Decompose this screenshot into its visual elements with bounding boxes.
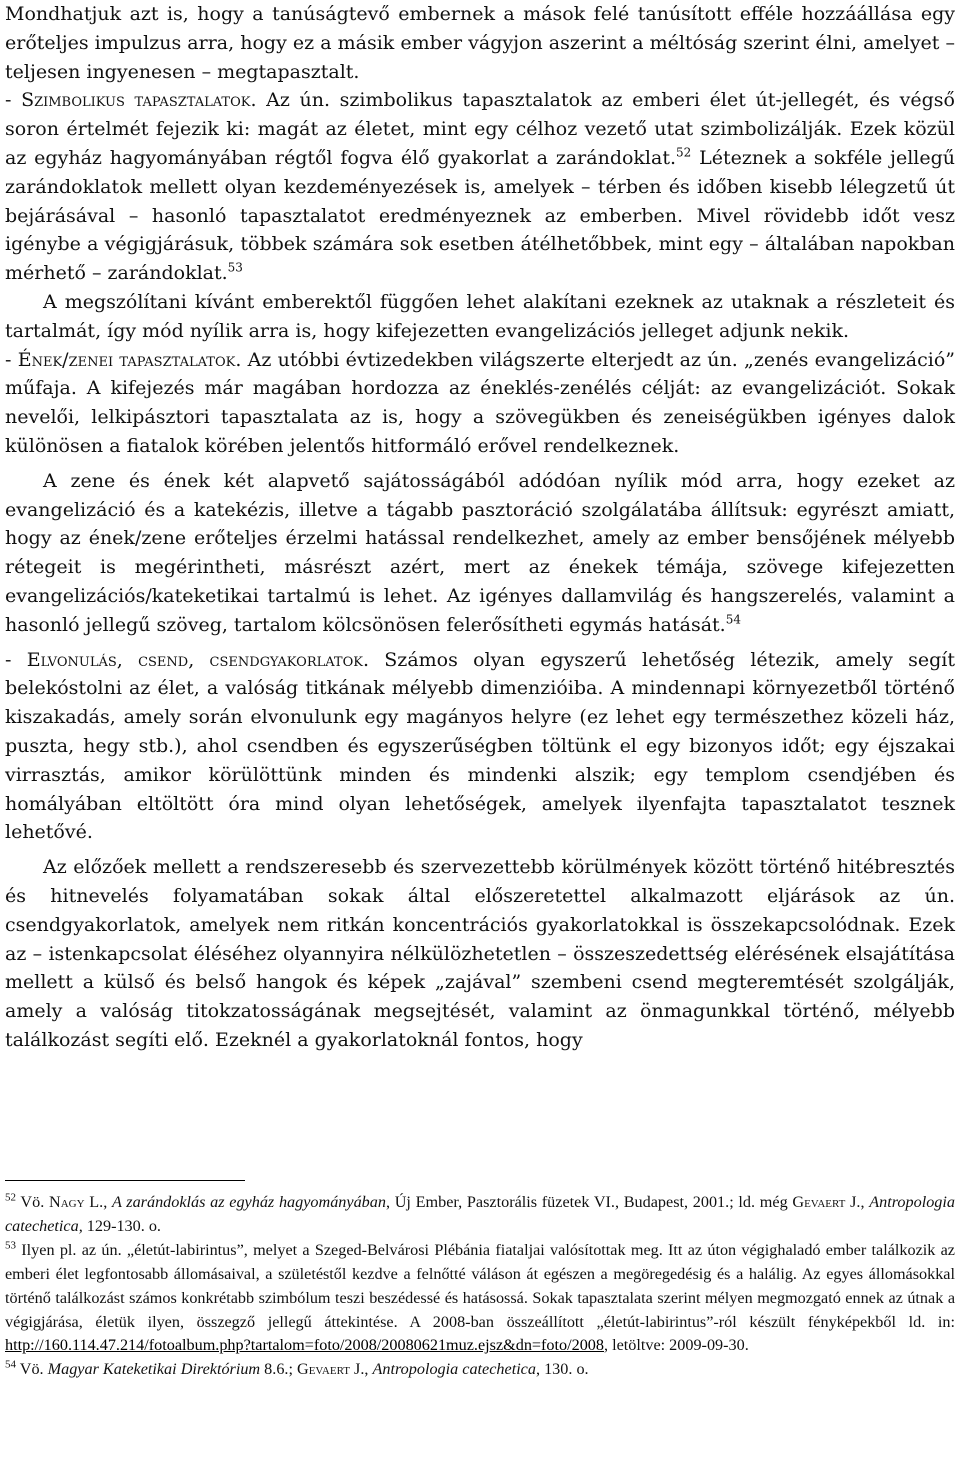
footnote-number: 54 xyxy=(5,1358,16,1371)
paragraph-2 xyxy=(5,86,955,288)
paragraph-1-text: Mondhatjuk azt is, hogy a tanúságtevő embernek a mások felé tanúsított efféle hozzáállása egy erőteljes impulzus arra, hogy ez a másik ember vágyjon aszerint a méltóság szerint élni, amelyet – teljesen ingyenesen – megtapasztalt. xyxy=(5,3,955,83)
footnote-title: Antropologia catechetica xyxy=(372,1360,536,1379)
footnote-53 xyxy=(5,1239,955,1359)
footnote-title: A zarándoklás az egyház hagyományában xyxy=(111,1193,386,1211)
footnotes xyxy=(5,1191,955,1382)
paragraph-5 xyxy=(5,467,955,640)
footnote-ref-52[interactable]: 52 xyxy=(676,145,692,160)
footnote-text: , 130. o. xyxy=(535,1360,589,1379)
footnote-number: 52 xyxy=(5,1191,16,1204)
photo-album-link[interactable]: http://160.114.47.214/fotoalbum.php?tartalom=foto/2008/20080621muz.ejsz&dn=foto/2008 xyxy=(5,1336,604,1355)
paragraph-6-text: . Számos olyan egyszerű lehetőség létezik, amely segít belekóstolni az élet, a valóság titkának mélyebb dimenzióiba. A mindennapi környezetből történő kiszakadás, amely során elvonulunk egy magányos helyre (ez lehet egy természethez közeli ház, puszta, hegy stb.), ahol csendben és egyszerűségben töltünk el egy bizonyos időt; egy éjszakai virrasztás, amikor körülöttünk minden és mindenki alszik; egy templom csendjében és homályában eltöltött óra mind olyan lehetőségek, amelyek ilyenfajta tapasztalatot tesznek lehetővé. xyxy=(5,648,956,844)
footnote-title: Magyar Kateketikai Direktórium xyxy=(47,1360,261,1379)
footnote-54 xyxy=(5,1358,955,1382)
paragraph-3-text: A megszólítani kívánt emberektől függően lehet alakítani ezeknek az utaknak a részleteit és tartalmát, így mód nyílik arra is, hogy kifejezetten evangelizációs jelleget adjunk nekik. xyxy=(5,290,955,342)
section-heading-szimbolikus: Szimbolikus tapasztalatok xyxy=(21,89,251,112)
list-dash: - xyxy=(5,348,18,371)
paragraph-2-text-a: . Az ún. szimbolikus tapasztalatok az emberi élet út-jellegét, és végső soron értelmét fejezik ki: magát az életet, mint egy célhoz vezető utat szimbolizálják. Ezek közül az egyház hagyományában régtől fogva élő gyakorlat a zarándoklat. xyxy=(5,89,955,169)
section-heading-elvonulas: Elvonulás, csend, csendgyakorlatok xyxy=(26,648,363,671)
footnote-text: Ilyen pl. az ún. „életút-labirintus”, melyet a Szeged-Belvárosi Plébánia fiataljai valósítottak meg. Itt az úton végighaladó ember találkozik az emberi élet legfontosabb állomásaival, a születéstől kezdve a felnőtté váláson át egészen a megöregedésig és a halálig. Az egyes állomásokkal történő találkozást számos konkrétabb szimbólum teszi beszédessé és hatásossá. Sokak tapasztalata szerint mélyen megmozgató ennek az útnak a végigjárása, életük ilyen, összegző jellegű áttekintése. A 2008-ban összeállított „életút-labirintus”-ról készült fényképekből ld. in: xyxy=(5,1240,955,1331)
footnote-separator xyxy=(5,1180,245,1181)
footnote-author: Gevaert J. xyxy=(792,1193,861,1211)
footnote-text: Vö. xyxy=(16,1360,48,1379)
paragraph-3 xyxy=(5,288,955,346)
paragraph-7-text: Az előzőek mellett a rendszeresebb és szervezettebb körülmények között történő hitébresztés és hitnevelés folyamatában sokak által előszeretettel alkalmazott eljárások az ún. csendgyakorlatok, amelyek nem ritkán koncentrációs gyakorlatokkal is összekapcsolódnak. Ezek az – istenkapcsolat éléséhez olyannyira nélkülözhetetlen – összeszedettség elérésének elsajátítása mellett a külső és belső hangok és képek „zajával” szembeni csend megteremtését szolgálják, amely a valóság titokzatosságának megsejtését, valamint az önmagunkkal történő, mélyebb találkozást segíti elő. Ezeknél a gyakorlatoknál fontos, hogy xyxy=(5,856,955,1051)
footnote-text: , Új Ember, Pasztorális füzetek VI., Budapest, 2001.; ld. még xyxy=(385,1193,793,1211)
paragraph-2-text-b: Léteznek a sokféle jellegű zarándoklatok mellett olyan kezdeményezések is, amelyek – térben és időben kisebb lélegzetű út bejárásával – hasonló tapasztalatot eredményeznek az emberben. Mivel rövidebb időt vesz igénybe a végigjárásuk, többek számára sok esetben átélhetőbbek, mint egy – általában napokban mérhető – zarándoklat. xyxy=(5,146,955,285)
list-dash: - xyxy=(5,89,22,112)
section-heading-enek-zene: Ének/zenei tapasztalatok xyxy=(17,348,236,371)
footnote-title: Antropologia catechetica, xyxy=(5,1193,955,1235)
footnote-author: Nagy L. xyxy=(49,1193,104,1211)
paragraph-7 xyxy=(5,853,955,1055)
footnote-ref-54[interactable]: 54 xyxy=(725,612,741,627)
footnote-text: 8.6.; xyxy=(260,1360,297,1379)
footnote-text: , letöltve: 2009-09-30. xyxy=(604,1336,749,1355)
footnote-text: 129-130. o. xyxy=(82,1216,161,1235)
footnote-text: Vö. xyxy=(16,1193,49,1211)
footnote-text: , xyxy=(860,1193,870,1211)
paragraph-1 xyxy=(5,0,955,86)
paragraph-4 xyxy=(5,346,955,461)
list-dash: - xyxy=(5,648,27,671)
footnote-text: , xyxy=(364,1360,373,1379)
paragraph-4-text: . Az utóbbi évtizedekben világszerte elterjedt az ún. „zenés evangelizáció” műfaja. A kifejezés már magában hordozza az éneklés-zenélés célját: az evangelizációt. Sokak nevelői, lelkipásztori tapasztalata az is, hogy a szövegükben és zeneiségükben igényes dalok különösen a fiatalok körében jelentős hitformáló erővel rendelkeznek. xyxy=(5,348,955,457)
paragraph-6 xyxy=(5,646,955,848)
footnote-number: 53 xyxy=(5,1239,16,1252)
footnote-ref-53[interactable]: 53 xyxy=(227,260,243,275)
main-text xyxy=(5,0,955,1055)
document-page xyxy=(5,0,955,1055)
paragraph-5-text: A zene és ének két alapvető sajátosságából adódóan nyílik mód arra, hogy ezeket az evangelizáció és a katekézis, illetve a tágabb pasztoráció szolgálatába állítsuk: egyrészt amiatt, hogy az ének/zene erőteljes érzelmi hatással rendelkezhet, amely az ember bensőjének mélyebb rétegeit is megérintheti, másrészt azért, mert az énekek témája, szövege kifejezetten evangelizációs/kateketikai tartalmú is lehet. Az igényes dallamvilág és hangszerelés, valamint a hasonló jellegű szöveg, tartalom kölcsönösen felerősítheti egymás hatását. xyxy=(5,469,955,636)
footnote-author: Gevaert J. xyxy=(297,1360,365,1379)
footnote-52 xyxy=(5,1191,955,1239)
footnote-text: , xyxy=(103,1193,112,1211)
